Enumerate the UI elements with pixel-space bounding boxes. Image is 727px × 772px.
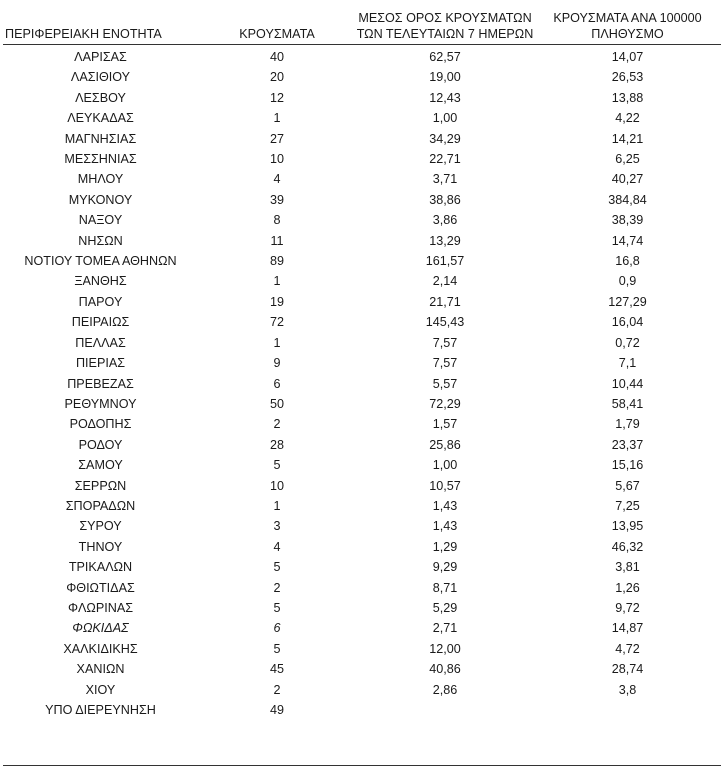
table-row — [3, 455, 721, 475]
table-row — [3, 516, 721, 536]
cell-cases-per-100000: 384,84 — [608, 192, 647, 207]
table-row — [3, 292, 721, 312]
table-row — [3, 414, 721, 434]
cell-cases-per-100000: 14,87 — [611, 621, 644, 636]
cell-cases: 11 — [270, 233, 284, 248]
cell-cases-per-100000: 38,39 — [611, 213, 644, 228]
cell-7day-average: 38,86 — [429, 192, 461, 207]
cell-cases: 5 — [273, 458, 281, 473]
cell-regional-unit: ΛΑΡΙΣΑΣ — [74, 50, 127, 64]
cell-cases-per-100000: 13,88 — [611, 90, 644, 105]
cell-cases: 40 — [269, 50, 284, 64]
table-row — [3, 598, 721, 618]
cell-regional-unit: ΣΕΡΡΩΝ — [74, 478, 127, 493]
table-row — [3, 618, 721, 638]
cell-cases-per-100000: 1,26 — [615, 580, 640, 595]
cell-regional-unit: ΝΗΣΩΝ — [78, 233, 123, 248]
cell-cases: 20 — [269, 70, 284, 85]
cell-cases: 5 — [273, 641, 281, 656]
table-row — [3, 88, 721, 108]
bottom-rule — [3, 765, 721, 766]
cell-7day-average: 2,71 — [432, 621, 458, 636]
table-row — [3, 353, 721, 373]
cell-cases: 9 — [273, 356, 281, 371]
cell-regional-unit: ΠΕΙΡΑΙΩΣ — [71, 315, 130, 330]
cell-regional-unit: ΜΕΣΣΗΝΙΑΣ — [64, 152, 137, 167]
cell-7day-average: 5,57 — [432, 376, 458, 391]
cell-regional-unit: ΝΟΤΙΟΥ ΤΟΜΕΑ ΑΘΗΝΩΝ — [24, 254, 177, 269]
cell-regional-unit: ΛΕΣΒΟΥ — [75, 90, 126, 105]
table-row — [3, 169, 721, 189]
cell-cases-per-100000: 14,74 — [611, 233, 644, 248]
table-row — [3, 700, 721, 720]
cell-cases-per-100000: 0,72 — [615, 335, 640, 350]
table-row — [3, 680, 721, 700]
table-row — [3, 67, 721, 87]
cell-7day-average: 8,71 — [432, 580, 458, 595]
cell-7day-average: 7,57 — [432, 356, 458, 371]
cell-regional-unit: ΦΩΚΙΔΑΣ — [72, 621, 129, 636]
cell-cases: 28 — [269, 437, 284, 452]
cell-cases: 4 — [273, 539, 281, 554]
cell-regional-unit: ΧΙΟΥ — [85, 682, 116, 697]
cell-cases-per-100000: 40,27 — [611, 172, 644, 187]
cell-cases-per-100000: 7,1 — [618, 356, 637, 371]
cell-cases: 72 — [269, 315, 284, 330]
table-row — [3, 312, 721, 332]
cell-7day-average: 72,29 — [429, 396, 461, 411]
table-row — [3, 333, 721, 353]
cell-regional-unit: ΠΕΛΛΑΣ — [75, 335, 126, 350]
header-regional-unit: ΠΕΡΙΦΕΡΕΙΑΚΗ ΕΝΟΤΗΤΑ — [3, 10, 198, 45]
cell-7day-average: 1,43 — [432, 519, 458, 534]
cell-cases-per-100000: 9,72 — [615, 600, 640, 615]
cell-regional-unit: ΧΑΛΚΙΔΙΚΗΣ — [63, 641, 138, 656]
cell-7day-average: 5,29 — [432, 600, 458, 615]
table-row — [3, 476, 721, 496]
table-row — [3, 129, 721, 149]
cell-7day-average: 161,57 — [425, 254, 465, 269]
cell-cases-per-100000: 13,95 — [611, 519, 644, 534]
cell-regional-unit: ΤΗΝΟΥ — [78, 539, 123, 554]
cell-7day-average: 9,29 — [432, 560, 458, 575]
cell-cases-per-100000: 4,22 — [615, 111, 640, 126]
cell-cases: 6 — [273, 621, 281, 636]
cell-regional-unit: ΠΙΕΡΙΑΣ — [75, 356, 126, 371]
cell-7day-average: 10,57 — [429, 478, 461, 493]
cell-7day-average: 2,86 — [432, 682, 458, 697]
header-7day-average: ΜΕΣΟΣ ΟΡΟΣ ΚΡΟΥΣΜΑΤΩΝ ΤΩΝ ΤΕΛΕΥΤΑΙΩΝ 7 ΗΜΕΡΩΝ — [356, 10, 534, 45]
cell-7day-average: 40,86 — [429, 662, 461, 677]
table-row — [3, 374, 721, 394]
cell-7day-average: 34,29 — [429, 131, 461, 146]
cell-7day-average: 3,86 — [432, 213, 458, 228]
cell-cases-per-100000: 10,44 — [611, 376, 644, 391]
cell-7day-average: 1,57 — [432, 417, 458, 432]
table-row — [3, 578, 721, 598]
cell-7day-average: 145,43 — [425, 315, 465, 330]
cell-cases: 6 — [273, 376, 281, 391]
cell-regional-unit: ΡΕΘΥΜΝΟΥ — [64, 396, 137, 411]
cell-7day-average: 13,29 — [429, 233, 461, 248]
cell-regional-unit: ΡΟΔΟΥ — [78, 437, 123, 452]
table-row — [3, 231, 721, 251]
table-row — [3, 435, 721, 455]
table-row — [3, 394, 721, 414]
table-row — [3, 190, 721, 210]
cell-cases: 2 — [273, 682, 281, 697]
table-row — [3, 149, 721, 169]
cell-cases: 1 — [273, 498, 281, 513]
cell-7day-average: 25,86 — [429, 437, 461, 452]
cell-regional-unit: ΣΑΜΟΥ — [78, 458, 123, 473]
cell-regional-unit: ΞΑΝΘΗΣ — [74, 274, 127, 289]
header-row — [3, 10, 721, 45]
cell-cases: 2 — [273, 417, 281, 432]
cell-cases: 1 — [273, 274, 281, 289]
table-row — [3, 557, 721, 577]
cell-cases-per-100000: 46,32 — [611, 539, 644, 554]
cell-cases-per-100000: 16,8 — [615, 254, 640, 269]
cell-cases: 5 — [273, 560, 281, 575]
header-cases: ΚΡΟΥΣΜΑΤΑ — [198, 10, 356, 45]
cell-regional-unit: ΥΠΟ ΔΙΕΡΕΥΝΗΣΗ — [45, 703, 156, 717]
cell-cases: 19 — [269, 294, 284, 309]
cell-regional-unit: ΠΑΡΟΥ — [78, 294, 123, 309]
cell-cases: 50 — [269, 396, 284, 411]
table-row — [3, 108, 721, 128]
table-row — [3, 496, 721, 516]
cell-regional-unit: ΜΥΚΟΝΟΥ — [68, 192, 133, 207]
cell-cases-per-100000: 23,37 — [611, 437, 644, 452]
cell-cases-per-100000: 26,53 — [611, 70, 644, 85]
cell-7day-average: 12,43 — [429, 90, 461, 105]
cell-7day-average: 62,57 — [429, 50, 461, 64]
cell-7day-average: 1,43 — [432, 498, 458, 513]
cell-cases-per-100000: 127,29 — [608, 294, 647, 309]
cell-cases: 4 — [273, 172, 281, 187]
cell-regional-unit: ΤΡΙΚΑΛΩΝ — [68, 560, 133, 575]
cell-cases-per-100000: 6,25 — [615, 152, 640, 167]
cell-regional-unit: ΜΑΓΝΗΣΙΑΣ — [64, 131, 137, 146]
cell-cases-per-100000: 16,04 — [611, 315, 644, 330]
cell-cases: 10 — [269, 152, 284, 167]
cell-regional-unit: ΠΡΕΒΕΖΑΣ — [67, 376, 134, 391]
cell-cases: 10 — [269, 478, 284, 493]
cell-cases-per-100000: 0,9 — [618, 274, 637, 289]
cell-cases: 2 — [273, 580, 281, 595]
cell-cases-per-100000 — [534, 700, 721, 720]
cell-cases-per-100000: 5,67 — [615, 478, 640, 493]
cell-regional-unit: ΛΕΥΚΑΔΑΣ — [67, 111, 134, 126]
cell-regional-unit: ΝΑΞΟΥ — [78, 213, 123, 228]
cell-cases: 39 — [269, 192, 284, 207]
cell-7day-average: 1,00 — [432, 111, 458, 126]
table-row — [3, 537, 721, 557]
cases-table — [3, 10, 721, 720]
cell-cases: 45 — [269, 662, 284, 677]
cell-cases: 12 — [269, 90, 284, 105]
cell-regional-unit: ΣΥΡΟΥ — [79, 519, 122, 534]
cell-regional-unit: ΦΛΩΡΙΝΑΣ — [67, 600, 134, 615]
cell-cases: 3 — [273, 519, 281, 534]
table-row — [3, 659, 721, 679]
cell-regional-unit: ΦΘΙΩΤΙΔΑΣ — [66, 580, 135, 595]
cell-cases-per-100000: 15,16 — [611, 458, 644, 473]
table-row — [3, 45, 721, 68]
cell-cases: 1 — [273, 111, 281, 126]
table-row — [3, 251, 721, 271]
cell-regional-unit: ΜΗΛΟΥ — [77, 172, 124, 187]
cell-7day-average: 22,71 — [429, 152, 461, 167]
cell-cases-per-100000: 4,72 — [615, 641, 640, 656]
header-cases-per-100000: ΚΡΟΥΣΜΑΤΑ ΑΝΑ 100000 ΠΛΗΘΥΣΜΟ — [534, 10, 721, 45]
cell-cases: 8 — [273, 213, 281, 228]
cell-7day-average: 1,00 — [432, 458, 458, 473]
cell-cases: 89 — [269, 254, 284, 269]
cell-7day-average: 19,00 — [429, 70, 461, 85]
cell-cases-per-100000: 7,25 — [615, 498, 640, 513]
cell-cases-per-100000: 3,8 — [618, 682, 637, 697]
cell-cases: 1 — [273, 335, 281, 350]
cell-cases-per-100000: 28,74 — [611, 662, 644, 677]
cell-7day-average: 7,57 — [432, 335, 458, 350]
cell-cases: 49 — [269, 703, 284, 717]
cell-cases-per-100000: 58,41 — [611, 396, 644, 411]
cell-regional-unit: ΡΟΔΟΠΗΣ — [69, 417, 132, 432]
cell-7day-average: 1,29 — [432, 539, 458, 554]
cell-cases: 27 — [269, 131, 284, 146]
cell-7day-average: 2,14 — [432, 274, 458, 289]
table-row — [3, 639, 721, 659]
cell-7day-average — [356, 700, 534, 720]
cell-cases-per-100000: 14,07 — [611, 50, 644, 64]
table-row — [3, 271, 721, 291]
table-row — [3, 210, 721, 230]
cell-cases-per-100000: 1,79 — [615, 417, 640, 432]
cell-regional-unit: ΧΑΝΙΩΝ — [76, 662, 125, 677]
cell-cases: 5 — [273, 600, 281, 615]
cell-cases-per-100000: 3,81 — [615, 560, 640, 575]
cell-7day-average: 12,00 — [429, 641, 461, 656]
cell-7day-average: 21,71 — [429, 294, 461, 309]
cell-7day-average: 3,71 — [432, 172, 458, 187]
cell-cases-per-100000: 14,21 — [611, 131, 644, 146]
cell-regional-unit: ΛΑΣΙΘΙΟΥ — [70, 70, 131, 85]
cell-regional-unit: ΣΠΟΡΑΔΩΝ — [65, 498, 136, 513]
